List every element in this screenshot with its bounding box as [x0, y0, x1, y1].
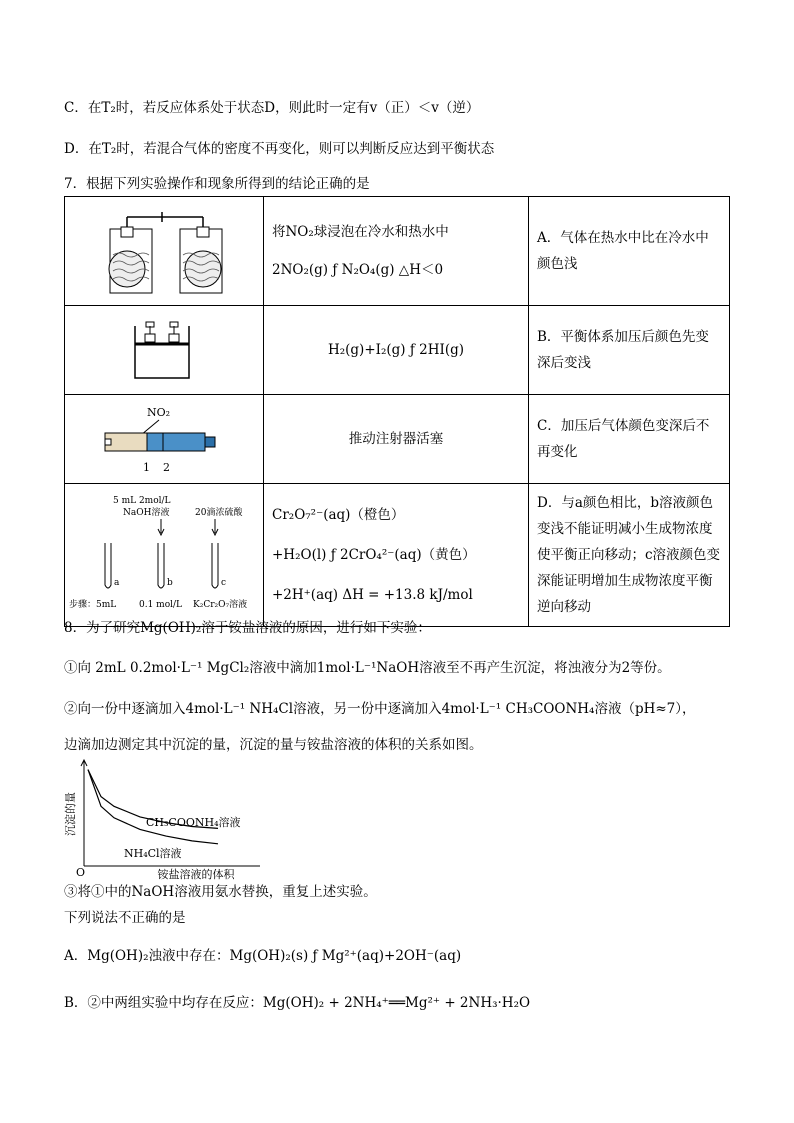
row-b-operation-cell [264, 306, 529, 395]
series-label-nh4cl: NH₄Cl溶液 [124, 847, 182, 860]
tube-a-label: a [114, 578, 120, 588]
q6-option-c: C．在T₂时，若反应体系处于状态D，则此时一定有v（正）＜v（逆） [64, 100, 480, 116]
x-axis-label: 铵盐溶液的体积 [157, 868, 235, 881]
sulfuric-acid-label: 20滴浓硫酸 [195, 508, 243, 518]
row-d-image-cell [65, 484, 264, 627]
naoh-volume-label: 5 mL 2mol/L [113, 496, 171, 506]
origin-label: O [76, 866, 86, 879]
row-a-conclusion: A．气体在热水中比在冷水中颜色浅 [537, 230, 709, 272]
row-c-operation-cell [264, 395, 529, 484]
q8-stem: 8．为了研究Mg(OH)₂溶于铵盐溶液的原因，进行如下实验： [64, 620, 431, 636]
q8-question: 下列说法不正确的是 [64, 910, 186, 926]
syringe-gas-label: NO₂ [147, 406, 171, 419]
series-label-ch3coonh4: CH₃COONH₄溶液 [146, 816, 241, 829]
row-a-operation: 将NO₂球浸泡在冷水和热水中 [272, 224, 449, 240]
row-d-equation-line-1: Cr₂O₇²⁻(aq)（橙色） [272, 507, 405, 523]
table-row [65, 484, 730, 627]
table-row [65, 395, 730, 484]
row-c-conclusion: C．加压后气体颜色变深后不再变化 [537, 418, 710, 460]
q7-table [64, 196, 730, 627]
row-c-conclusion-cell [529, 395, 730, 484]
row-d-conclusion-cell [529, 484, 730, 627]
q8-option-a: A．Mg(OH)₂浊液中存在：Mg(OH)₂(s) ƒ Mg²⁺(aq)+2OH⁻(aq) [64, 948, 462, 964]
row-a-equation: 2NO₂(g) ƒ N₂O₄(g) △H＜0 [272, 262, 444, 278]
row-b-conclusion: B．平衡体系加压后颜色先变深后变浅 [537, 329, 709, 371]
row-d-conclusion: D．与a颜色相比，b溶液颜色变浅不能证明减小生成物浓度使平衡正向移动；c溶液颜色变深能证明增加生成物浓度平衡逆向移动 [537, 495, 721, 615]
q7-stem: 7．根据下列实验操作和现象所得到的结论正确的是 [64, 176, 370, 192]
series-line-nh4cl [88, 770, 218, 844]
row-b-image-cell [65, 306, 264, 395]
table-row [65, 197, 730, 306]
y-axis-label: 沉淀的量 [64, 792, 77, 836]
syringe-position-2: 2 [163, 461, 170, 474]
no2-beakers-illustration [65, 197, 263, 301]
tube-b-label: b [167, 578, 173, 588]
q8-option-b: B．②中两组实验中均存在反应：Mg(OH)₂ + 2NH₄⁺══Mg²⁺ + 2NH₃·H₂O [64, 995, 531, 1011]
dichromate-solution-label: K₂Cr₂O₇溶液 [193, 600, 248, 610]
q8-step-1: ①向 2mL 0.2mol·L⁻¹ MgCl₂溶液中滴加1mol·L⁻¹NaOH溶液至不再产生沉淀，将浊液分为2等份。 [64, 660, 671, 676]
naoh-solution-label: NaOH溶液 [123, 508, 170, 518]
concentration-label: 0.1 mol/L [139, 600, 183, 610]
q8-step-2-continued: 边滴加边测定其中沉淀的量，沉淀的量与铵盐溶液的体积的关系如图。 [64, 737, 483, 753]
q6-option-d: D．在T₂时，若混合气体的密度不再变化，则可以判断反应达到平衡状态 [64, 141, 495, 157]
row-b-equation: H₂(g)+I₂(g) ƒ 2HI(g) [327, 342, 465, 358]
q8-step-2: ②向一份中逐滴加入4mol·L⁻¹ NH₄Cl溶液，另一份中逐滴加入4mol·L⁻¹ CH₃COONH₄溶液（pH≈7）， [64, 701, 696, 717]
row-c-operation: 推动注射器活塞 [348, 431, 444, 447]
q8-step-3: ③将①中的NaOH溶液用氨水替换，重复上述实验。 [64, 884, 377, 900]
table-row [65, 306, 730, 395]
row-d-operation-cell [264, 484, 529, 627]
row-b-conclusion-cell [529, 306, 730, 395]
row-d-equation-line-2: +H₂O(l) ƒ 2CrO₄²⁻(aq)（黄色） [272, 547, 476, 563]
step-volume-label: 步骤：5mL [69, 600, 117, 610]
piston-container-illustration [65, 306, 263, 390]
syringe-illustration [65, 395, 263, 479]
tube-c-label: c [221, 578, 227, 588]
row-a-operation-cell [264, 197, 529, 306]
row-d-equation-line-3: +2H⁺(aq) ΔH = +13.8 kJ/mol [272, 587, 473, 603]
row-a-conclusion-cell [529, 197, 730, 306]
row-c-image-cell [65, 395, 264, 484]
precipitate-chart [64, 756, 264, 882]
syringe-position-1: 1 [143, 461, 150, 474]
row-a-image-cell [65, 197, 264, 306]
test-tubes-illustration [65, 485, 263, 621]
